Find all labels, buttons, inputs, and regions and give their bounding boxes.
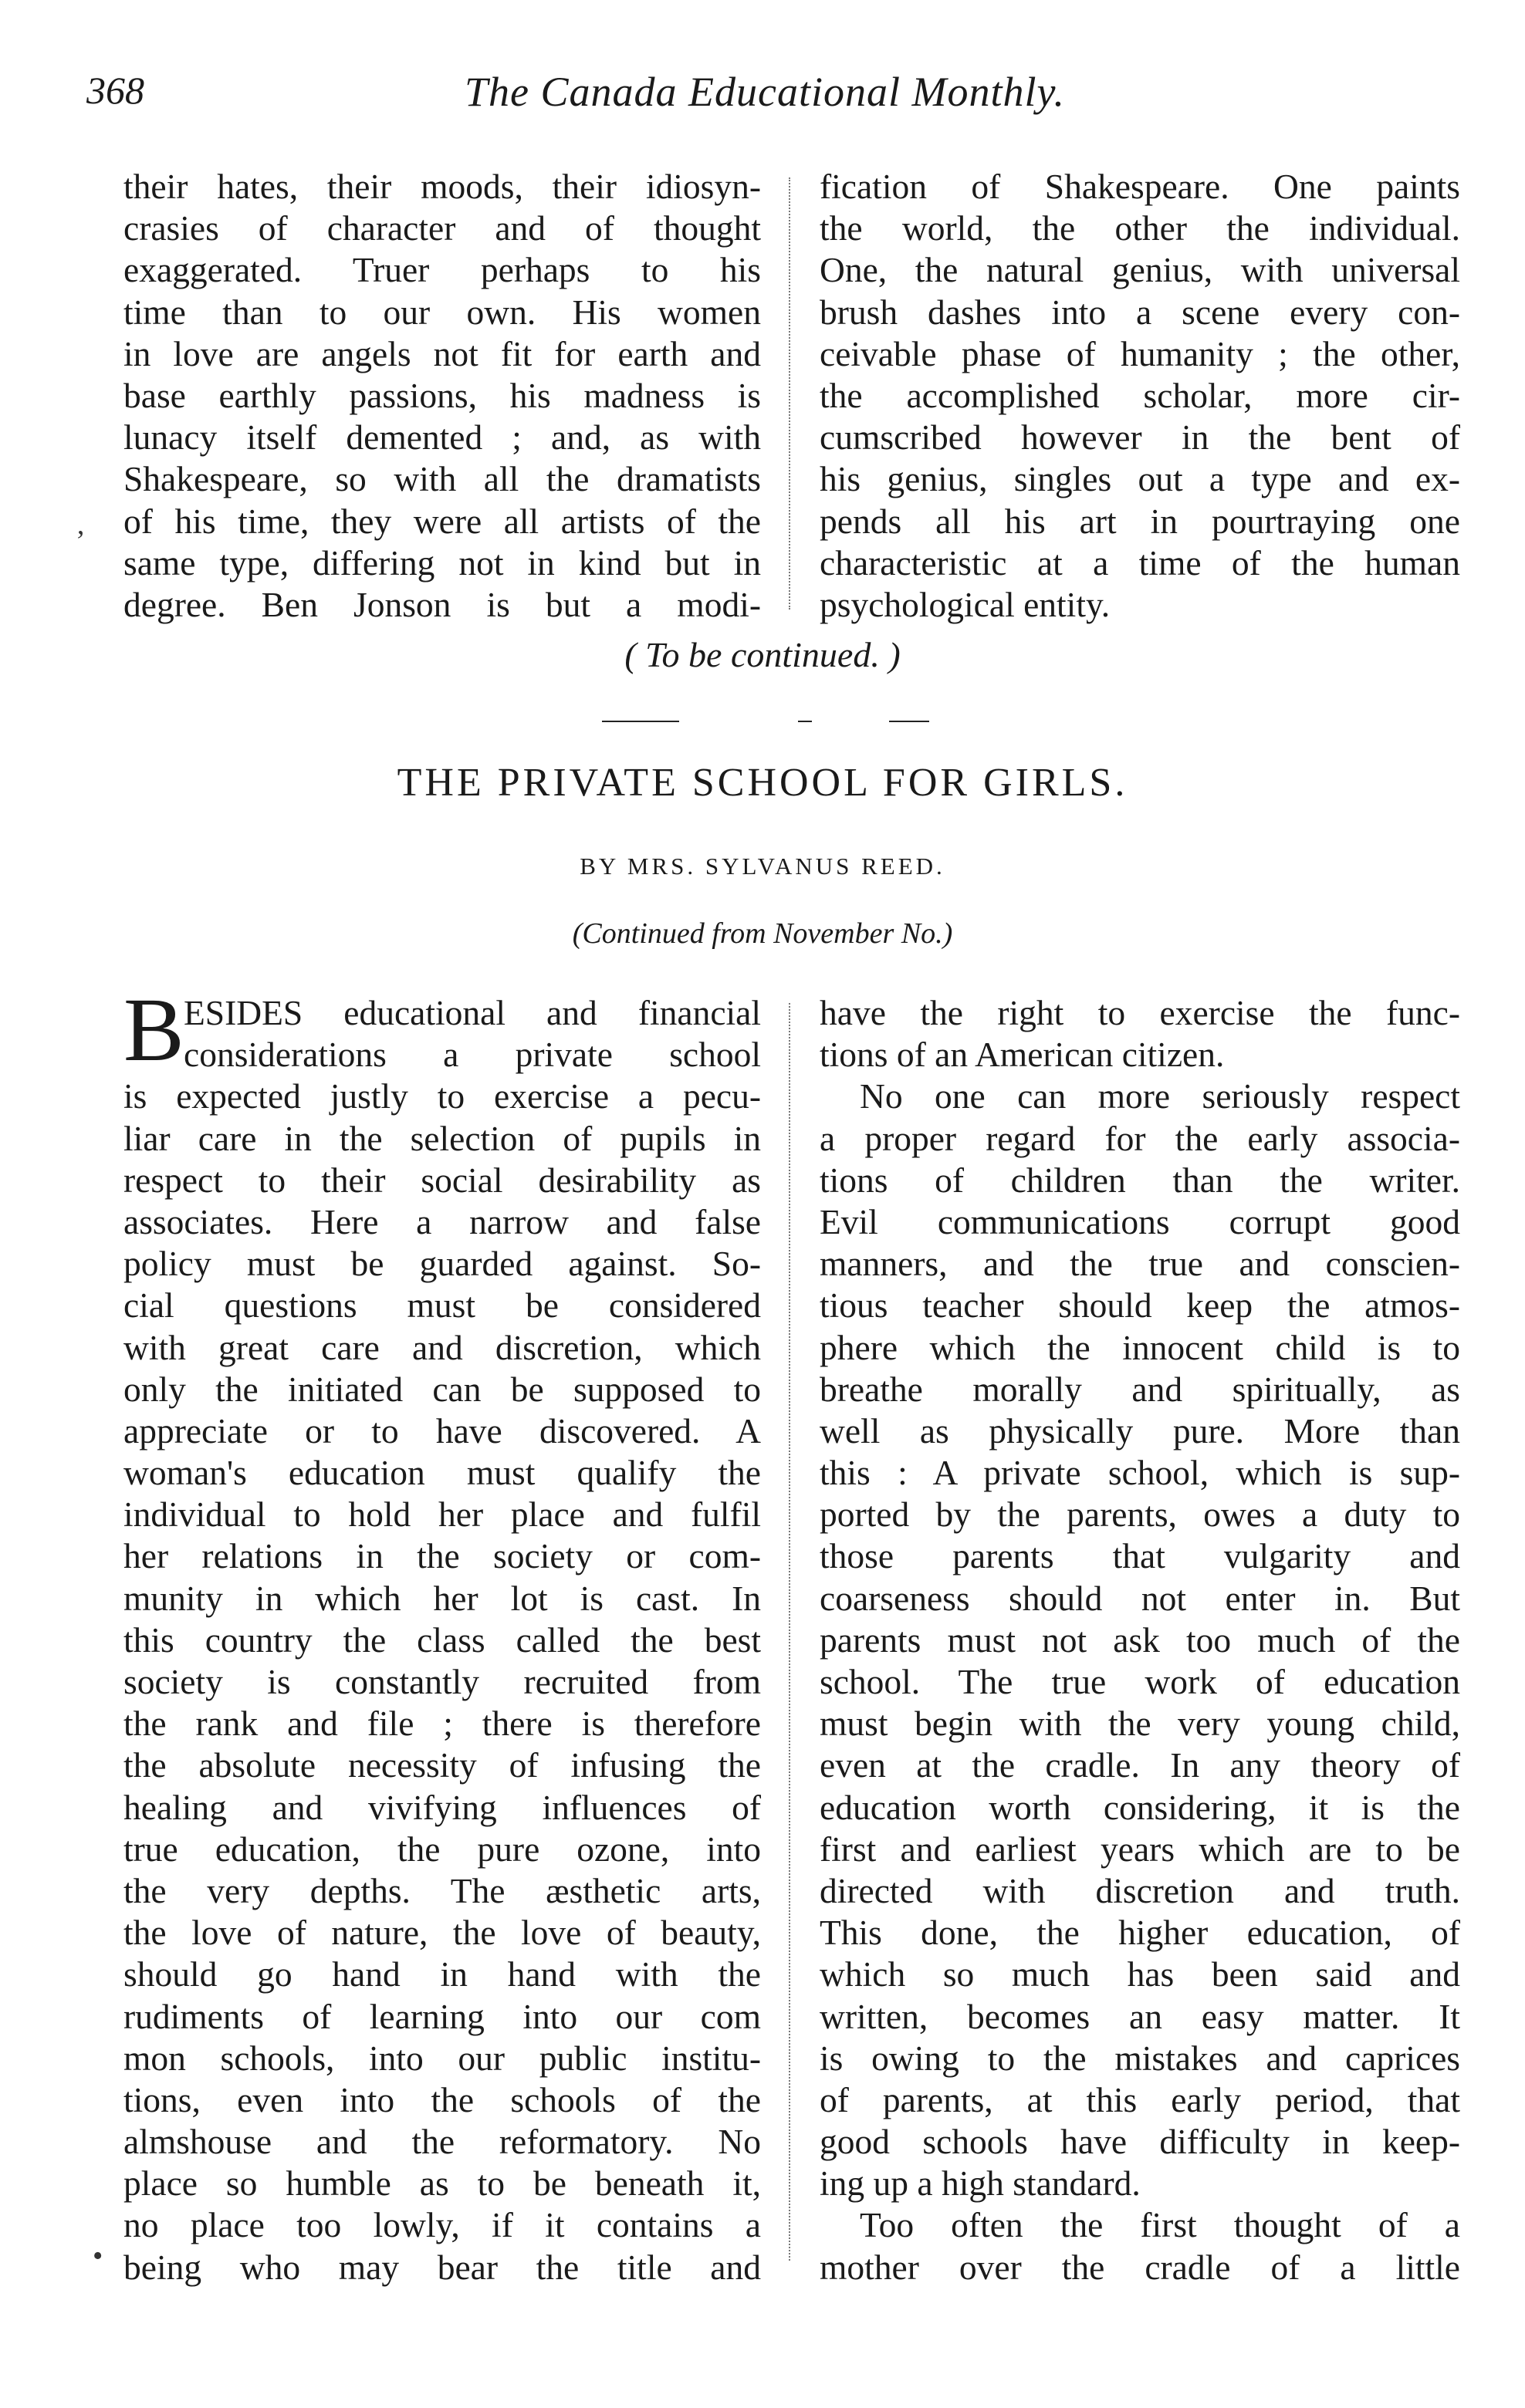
continuation-right-column	[820, 166, 1460, 626]
text-line: written, becomes an easy matter. It	[820, 1996, 1460, 2036]
to-be-continued-note: ( To be continued. )	[624, 635, 901, 674]
text-line: associates. Here a narrow and false	[123, 1201, 761, 1241]
text-line: tions of children than the writer.	[820, 1160, 1460, 1200]
text-line: cial questions must be considered	[123, 1285, 761, 1326]
text-line: No one can more seriously respect	[860, 1076, 1460, 1116]
text-line: manners, and the true and conscien-	[820, 1244, 1460, 1284]
text-line: almshouse and the reformatory. No	[123, 2122, 761, 2162]
margin-bullet-mark: •	[93, 2240, 103, 2272]
text-line: have the right to exercise the func-	[820, 993, 1460, 1032]
section-separator	[0, 721, 1525, 724]
text-line: those parents that vulgarity and	[820, 1536, 1460, 1576]
text-line: with great care and discretion, which	[123, 1327, 761, 1367]
running-head	[86, 68, 1460, 130]
text-line: place so humble as to be beneath it,	[123, 2163, 761, 2204]
text-line: crasies of character and of thought	[123, 208, 761, 248]
text-line: first and earliest years which are to be	[820, 1829, 1460, 1869]
text-line: in love are angels not fit for earth and	[123, 333, 761, 373]
margin-mark: ‚	[76, 508, 86, 541]
text-line: which so much has been said and	[820, 1954, 1460, 1994]
text-line: ing up a high standard.	[820, 2163, 1141, 2204]
text-line: policy must be guarded against. So-	[123, 1244, 761, 1284]
text-line: liar care in the selection of pupils in	[123, 1118, 761, 1158]
text-line: rudiments of learning into our com	[123, 1996, 761, 2036]
text-line: characteristic at a time of the human	[820, 542, 1460, 583]
text-line: even at the cradle. In any theory of	[820, 1745, 1460, 1785]
text-line: of parents, at this early period, that	[820, 2079, 1460, 2119]
text-line: education worth considering, it is the	[820, 1787, 1460, 1827]
text-line: should go hand in hand with the	[123, 1954, 761, 1994]
text-line: ported by the parents, owes a duty to	[820, 1494, 1460, 1535]
text-line: the accomplished scholar, more cir-	[820, 375, 1460, 415]
text-line: a proper regard for the early associa-	[820, 1118, 1460, 1158]
journal-title: The Canada Educational Monthly.	[465, 69, 1065, 115]
text-line: must begin with the very young child,	[820, 1704, 1460, 1744]
text-line: coarseness should not enter in. But	[820, 1578, 1460, 1618]
text-line: lunacy itself demented ; and, as with	[123, 417, 761, 458]
text-line: This done, the higher education, of	[820, 1913, 1460, 1953]
column-gutter-rule	[789, 177, 790, 610]
text-line: brush dashes into a scene every con-	[820, 292, 1460, 332]
text-line: school. The true work of education	[820, 1662, 1460, 1701]
text-line: ceivable phase of humanity ; the other,	[820, 333, 1460, 373]
text-line: respect to their social desirability as	[123, 1160, 761, 1200]
text-line: tions of an American citizen.	[820, 1035, 1225, 1075]
article-right-column	[820, 992, 1460, 2288]
text-line: cumscribed however in the bent of	[820, 417, 1460, 458]
text-line: Too often the first thought of a	[860, 2205, 1460, 2245]
drop-cap: B	[123, 979, 184, 1080]
text-line: tions, even into the schools of the	[123, 2079, 761, 2119]
text-line: is owing to the mistakes and caprices	[820, 2038, 1460, 2078]
text-line: her relations in the society or com-	[123, 1536, 761, 1576]
text-line: mon schools, into our public institu-	[123, 2038, 761, 2078]
text-line: the absolute necessity of infusing the	[123, 1745, 761, 1785]
continuation-left-column	[123, 166, 761, 626]
text-line: is expected justly to exercise a pecu-	[123, 1076, 761, 1116]
text-line: the very depths. The æsthetic arts,	[123, 1870, 761, 1910]
text-line: the world, the other the individual.	[820, 208, 1460, 248]
article-left-column	[123, 992, 761, 2288]
text-line: Shakespeare, so with all the dramatists	[123, 459, 761, 499]
text-line: directed with discretion and truth.	[820, 1870, 1460, 1910]
text-line: their hates, their moods, their idiosyn-	[123, 167, 761, 206]
text-line: individual to hold her place and fulfil	[123, 1494, 761, 1535]
text-line: being who may bear the title and	[123, 2247, 761, 2287]
text-line: this country the class called the best	[123, 1619, 761, 1660]
text-line: same type, differing not in kind but in	[123, 542, 761, 583]
article-title: THE PRIVATE SCHOOL FOR GIRLS.	[397, 761, 1128, 805]
text-line: ESIDES educational and financial	[184, 993, 761, 1032]
text-line: woman's education must qualify the	[123, 1453, 761, 1493]
text-line: fication of Shakespeare. One paints	[820, 167, 1460, 206]
article-byline: BY MRS. SYLVANUS REED.	[580, 853, 945, 880]
text-line: parents must not ask too much of the	[820, 1619, 1460, 1660]
text-line: munity in which her lot is cast. In	[123, 1578, 761, 1618]
text-line: time than to our own. His women	[123, 292, 761, 332]
text-line: phere which the innocent child is to	[820, 1327, 1460, 1367]
text-line: healing and vivifying influences of	[123, 1787, 761, 1827]
text-line: only the initiated can be supposed to	[123, 1369, 761, 1409]
text-line: of his time, they were all artists of the	[123, 501, 761, 541]
text-line: well as physically pure. More than	[820, 1410, 1460, 1451]
text-line: pends all his art in pourtraying one	[820, 501, 1460, 541]
text-line: One, the natural genius, with universal	[820, 250, 1460, 290]
text-line: degree. Ben Jonson is but a modi-	[123, 584, 761, 624]
text-line: society is constantly recruited from	[123, 1662, 761, 1701]
text-line: psychological entity.	[820, 584, 1111, 624]
text-line: the love of nature, the love of beauty,	[123, 1913, 761, 1953]
text-line: appreciate or to have discovered. A	[123, 1410, 761, 1451]
text-line: no place too lowly, if it contains a	[123, 2205, 761, 2245]
text-line: breathe morally and spiritually, as	[820, 1369, 1460, 1409]
text-line: good schools have difficulty in keep-	[820, 2122, 1460, 2162]
text-line: mother over the cradle of a little	[820, 2247, 1460, 2287]
text-line: his genius, singles out a type and ex-	[820, 459, 1460, 499]
continued-from-note: (Continued from November No.)	[572, 917, 953, 950]
page-number: 368	[86, 69, 144, 112]
text-line: base earthly passions, his madness is	[123, 375, 761, 415]
text-line: tious teacher should keep the atmos-	[820, 1285, 1460, 1326]
column-gutter-rule	[789, 1003, 790, 2261]
text-line: Evil communications corrupt good	[820, 1201, 1460, 1241]
text-line: this : A private school, which is sup-	[820, 1453, 1460, 1493]
text-line: considerations a private school	[184, 1035, 761, 1075]
text-line: exaggerated. Truer perhaps to his	[123, 250, 761, 290]
text-line: true education, the pure ozone, into	[123, 1829, 761, 1869]
text-line: the rank and file ; there is therefore	[123, 1704, 761, 1744]
